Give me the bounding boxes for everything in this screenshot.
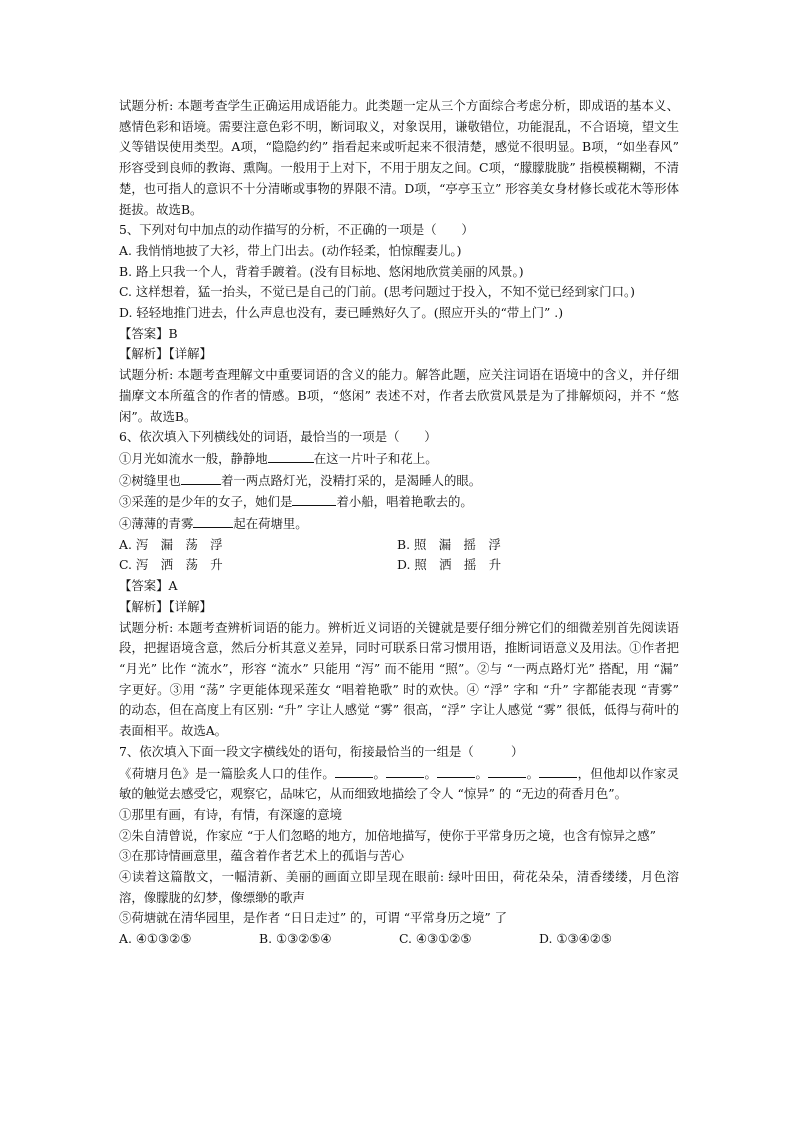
q7-sentence-5: ⑤荷塘就在清华园里，是作者 “日日走过” 的，可谓 “平常身历之境” 了 (119, 910, 508, 926)
q6-sentence-4: ④薄薄的青雾 起在荷塘里。 (119, 513, 679, 535)
q7-option-c: C. ④③①②⑤ (399, 931, 472, 947)
fill-blank (488, 763, 526, 778)
q6-option-a: A. 泻 漏 荡 浮 (119, 536, 223, 552)
fill-blank (539, 763, 577, 778)
document-page (119, 96, 679, 950)
q5-answer: 【答案】B (119, 325, 178, 341)
q7-option-d: D. ①③④②⑤ (539, 931, 612, 947)
q7-sentence-2: ②朱自清曾说，作家应 “于人们忽略的地方，加倍地描写，使你于平常身历之境，也含有惊异之感” (119, 827, 657, 843)
q6-sentence-3: ③采莲的是少年的女子，她们是 着小船，唱着艳歌去的。 (119, 491, 679, 513)
q5-option-c: C. 这样想着，猛一抬头，不觉已是自己的门前。(思考问题过于投入，不知不觉已经到家门口。) (119, 284, 636, 300)
fill-blank (292, 491, 336, 506)
q5-stem: 5、下列对句中加点的动作描写的分析，不正确的一项是（ ） (119, 222, 474, 238)
q6-analysis: 试题分析: 本题考查辨析词语的能力。辨析近义词语的关键就是要仔细分辨它们的细微差别首先阅读语段，把握语境含意，然后分析其意义差异，同时可联系日常习惯用语，推断词语意义及用法。①作者把 “月光” 比作 “流水”，形容 “流水” 只能用 “泻” 而不能用 “照”。②与 “一两点路灯光” 搭配，用 “漏” 字更好。③用 “荡” 字更能体现采莲女 “唱着艳歌” 时的欢快。④ “浮” 字和 “升” 字都能表现 “青雾” 的动态，但在高度上有区别: “升” 字让人感觉 “雾” 很高，“浮” 字让人感觉 “雾” 很低，低得与荷叶的表面相平。故选A。 (119, 619, 679, 739)
q7-passage: 《荷塘月色》是一篇脍炙人口的佳作。 。 。 。 。 ，但他却以作家灵敏的触觉去感受它，观察它，品味它，从而细致地描绘了令人 “惊异” 的 “无边的荷香月色”。 (119, 763, 679, 805)
q6-sentence-1: ①月光如流水一般，静静地 在这一片叶子和花上。 (119, 448, 679, 470)
q7-option-b: B. ①③②⑤④ (259, 931, 332, 947)
q5-option-b: B. 路上只我一个人，背着手踱着。(没有目标地、悠闲地欣赏美丽的风景。) (119, 263, 524, 279)
fill-blank (335, 763, 373, 778)
q7-options (119, 929, 679, 950)
fill-blank (268, 448, 314, 463)
fill-blank (181, 470, 221, 485)
q6-options-row-2 (119, 555, 679, 576)
q7-sentence-3: ③在那诗情画意里，蕴含着作者艺术上的孤诣与苦心 (119, 848, 404, 864)
q6-option-b: B. 照 漏 摇 浮 (397, 536, 501, 552)
fill-blank (386, 763, 424, 778)
q6-options-row-1 (119, 535, 679, 556)
fill-blank (193, 513, 233, 528)
q5-analysis: 试题分析: 本题考查理解文中重要词语的含义的能力。解答此题，应关注词语在语境中的含义，并仔细揣摩文本所蕴含的作者的情感。B项，“悠闲” 表述不对，作者去欣赏风景是为了排解烦闷，并不 “悠闲”。故选B。 (119, 367, 679, 424)
q7-sentence-1: ①那里有画，有诗，有情，有深邃的意境 (119, 806, 343, 822)
q5-option-d: D. 轻轻地推门进去，什么声息也没有，妻已睡熟好久了。(照应开头的“带上门” .) (119, 305, 564, 321)
q6-stem: 6、依次填入下列横线处的词语，最恰当的一项是（ ） (119, 429, 437, 445)
q6-answer: 【答案】A (119, 578, 178, 594)
q4-analysis: 试题分析: 本题考查学生正确运用成语能力。此类题一定从三个方面综合考虑分析，即成语的基本义、感情色彩和语境。需要注意色彩不明，断词取义，对象误用，谦敬错位，功能混乱，不合语境，望文生义等错误使用类型。A项，“隐隐约约” 指看起来或听起来不很清楚，感觉不很明显。B项，“如坐春风” 形容受到良师的教诲、熏陶。一般用于上对下，不用于朋友之间。C项，“朦朦胧胧” 指模模糊糊，不清楚，也可指人的意识不十分清晰或事物的界限不清。D项，“亭亭玉立” 形容美女身材修长或花木等形体挺拔。故选B。 (119, 98, 679, 217)
q6-option-d: D. 照 洒 摇 升 (397, 557, 502, 573)
q6-sentence-2: ②树缝里也 着一两点路灯光，没精打采的，是渴睡人的眼。 (119, 470, 679, 492)
fill-blank (437, 763, 475, 778)
q6-option-c: C. 泻 洒 荡 升 (119, 557, 223, 573)
q5-jiexi-heading: 【解析】【详解】 (119, 346, 212, 362)
q5-option-a: A. 我悄悄地披了大衫，带上门出去。(动作轻柔，怕惊醒妻儿。) (119, 242, 462, 258)
q7-option-a: A. ④①③②⑤ (119, 931, 192, 947)
q6-jiexi-heading: 【解析】【详解】 (119, 598, 212, 614)
q7-sentence-4: ④读着这篇散文，一幅清新、美丽的画面立即呈现在眼前: 绿叶田田，荷花朵朵，清香缕缕，月色溶溶，像朦胧的幻梦，像缥缈的歌声 (119, 869, 679, 905)
q7-stem: 7、依次填入下面一段文字横线处的语句，衔接最恰当的一组是（ ） (119, 743, 524, 759)
